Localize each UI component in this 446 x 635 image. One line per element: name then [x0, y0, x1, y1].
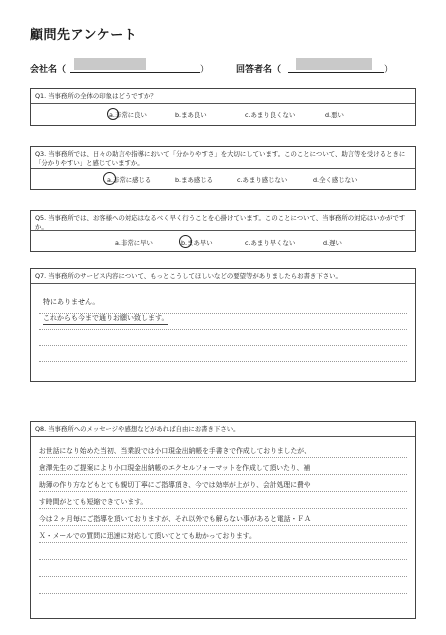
q8-answer-line-2: 倉澤先生のご提案により小口現金出納帳のエクセルフォーマットを作成して頂いたり、補 [39, 464, 311, 472]
respondent-name-close: ） [384, 65, 394, 75]
q8-answer-rule-4 [39, 508, 407, 509]
q8-answer-rule-7 [39, 559, 407, 560]
q8-answer-line-1: お世話になり始めた当初、当業設では小口現金出納帳を手書きで作成しておりましたが、 [39, 447, 311, 455]
q5-question: Q5. 当事務所では、お客様への対応はなるべく早く行うことを心掛けています。このことについて、当事務所の対応はいかがですか。 [31, 211, 415, 231]
q8-answer-line-4: す時間がとても短縮できています。 [39, 498, 148, 506]
q5-option-a[interactable]: a.非常に早い [115, 239, 153, 247]
q8-answer-rule-2 [39, 474, 407, 475]
q7-answer-line-1: 特にありません。 [43, 298, 100, 306]
company-name-label: 会社名（ [30, 65, 67, 75]
q1-option-c[interactable]: c.あまり良くない [245, 111, 296, 119]
q8-answer-rule-8 [39, 576, 407, 577]
q7-answer-line-2: これからも今まで通りお願い致します。 [43, 313, 168, 325]
q3-option-b[interactable]: b.まあ感じる [175, 176, 214, 184]
q8-question: Q8. 当事務所へのメッセージや感想などがあれば自由にお書き下さい。 [31, 422, 415, 437]
q3-option-a[interactable]: a.非常に感じる [107, 176, 152, 184]
q1-option-b[interactable]: b.まあ良い [175, 111, 207, 119]
q3-option-c[interactable]: c.あまり感じない [237, 176, 288, 184]
q8-answer-rule-3 [39, 491, 407, 492]
q8-answer-line-6: Ｘ・メールでの質問に迅速に対応して頂いてとても助かっております。 [39, 532, 256, 540]
company-name-close: ） [200, 65, 210, 75]
q8-box [30, 421, 416, 619]
q8-answer-rule-6 [39, 542, 407, 543]
q7-answer-rule-4 [39, 361, 407, 362]
q8-answer-rule-9 [39, 593, 407, 594]
q5-option-c[interactable]: c.あまり早くない [245, 239, 296, 247]
q3-selection-circle [103, 172, 116, 185]
q8-answer-rule-5 [39, 525, 407, 526]
q5-option-d[interactable]: d.遅い [323, 239, 342, 247]
q8-answer-rule-1 [39, 457, 407, 458]
respondent-name-label: 回答者名（ [236, 65, 282, 75]
respondent-name-underline [288, 72, 384, 73]
q3-box [30, 146, 416, 190]
q8-answer-line-5: 今は２ヶ月毎にご指導を頂いておりますが、それ以外でも解らない事があると電話・ＦＡ [39, 515, 311, 523]
company-name-underline [70, 72, 200, 73]
q7-question: Q7. 当事務所のサービス内容について、もっとこうしてほしいなどの要望等がありましたらお書き下さい。 [31, 269, 415, 284]
q7-answer-rule-2 [39, 329, 407, 330]
q1-selection-circle [107, 108, 119, 120]
q7-box [30, 268, 416, 382]
q3-question: Q3. 当事務所では、日々の助言や指導において「分かりやすさ」を大切にしています。このことについて、助言等を受けるときに「分かりやすい」と感じていますか。 [31, 147, 415, 169]
q5-option-b[interactable]: b.まあ早い [181, 239, 213, 247]
company-name-redaction [74, 58, 146, 70]
q8-answer-line-3: 助簿の作り方などもとても親切丁寧にご指導頂き、今では効率が上がり、会計処理に費や [39, 481, 311, 489]
q1-option-d[interactable]: d.悪い [325, 111, 344, 119]
q3-option-d[interactable]: d.全く感じない [313, 176, 358, 184]
q1-box [30, 88, 416, 126]
respondent-name-redaction [296, 58, 372, 70]
q5-box [30, 210, 416, 252]
q1-option-a[interactable]: a.非常に良い [109, 111, 147, 119]
page-title: 顧問先アンケート [30, 28, 138, 43]
q1-question: Q1. 当事務所の全体の印象はどうですか？ [31, 89, 415, 104]
q7-answer-rule-3 [39, 345, 407, 346]
q5-selection-circle [179, 235, 192, 248]
